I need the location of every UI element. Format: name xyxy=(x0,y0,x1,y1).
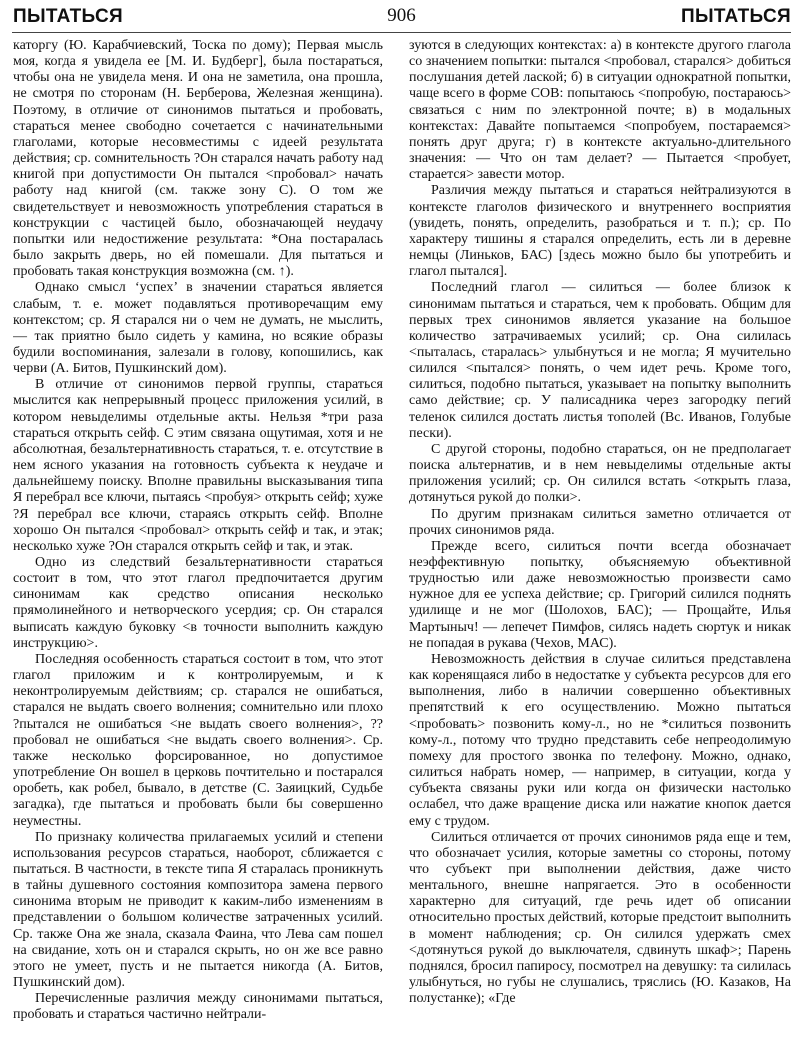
paragraph: Последняя особенность стараться состоит в том, что этот глагол приложим и к контролируемым, и к неконтролируемым действиям; ср. старался не ошибаться, старался не выдать своего волнения; сомнительно или плохо ?пытался не ошибаться <не выдать своего волнения>, ??пробовал не ошибаться <не выдать своего волнения>. Ср. также несколько форсированное, но допустимое употребление Он вошел в церковь почтительно и постарался оробеть, как робел, бывало, в детстве (С. Заяицкий, Судьбе загадка), где пытаться и пробовать были бы совершенно неуместны. xyxy=(13,651,383,829)
paragraph: Последний глагол — силиться — более близок к синонимам пытаться и стараться, чем к пробовать. Общим для первых трех синонимов является указание на большое количество затрачиваемых усилий; ср. Она силилась <пыталась, старалась> улыбнуться и не могла; Я мучительно силился <пытался> понять, о чем идет речь. Кроме того, силиться, подобно пытаться, указывает на попытку выполнить само действие; ср. У палисадника через загородку пегий теленок силился достать листья тополей (Вс. Иванов, Голубые пески). xyxy=(409,280,791,441)
paragraph: Одно из следствий безальтернативности стараться состоит в том, что этот глагол предпочитается другим синонимам как средство описания несколько прямолинейного и нетворческого усердия; ср. Он старался выписать каждую буковку <в точности выполнить каждую инструкцию>. xyxy=(13,555,383,651)
paragraph: Невозможность действия в случае силиться представлена как коренящаяся либо в недостатке у субъекта ресурсов для его выполнения, либо в наличии совершенно объективных препятствий к его осуществлению. Можно пытаться <пробовать> позвонить кому-л., но не *силиться позвонить кому-л., потому что трудно представить себе непреодолимую помеху для простого звонка по телефону. Можно, однако, силиться набрать номер, — например, в ситуации, когда у субъекта связаны руки или когда он физически настолько ослабел, что даже вращение диска или нажатие кнопок дается ему с трудом. xyxy=(409,651,791,829)
running-headword-left: ПЫТАТЬСЯ xyxy=(13,6,124,27)
header-rule xyxy=(12,32,791,33)
paragraph: С другой стороны, подобно стараться, он не предполагает поиска альтернатив, и в нем невыделимы отдельные акты приложения усилий; ср. Он силился встать <открыть глаза, дотянуться рукой до полки>. xyxy=(409,441,791,506)
paragraph: По другим признакам силиться заметно отличается от прочих синонимов ряда. xyxy=(409,506,791,538)
page-header xyxy=(0,0,803,34)
paragraph: Прежде всего, силиться почти всегда обозначает неэффективную попытку, объясняемую объективной трудностью или даже невозможностью произвести само нужное для ее успеха действие; ср. Григорий силился поднять удилище и не мог (Шолохов, БАС); — Прощайте, Илья Мартыныч! — лепечет Пимфов, силясь надеть сюртук и никак не попадая в рукава (Чехов, МАС). xyxy=(409,538,791,651)
paragraph: Однако смысл ‘успех’ в значении стараться является слабым, т. е. может подавляться противоречащим ему контекстом; ср. Я старался ни о чем не думать, не мыслить, — так приятно было сидеть у камина, но всякие образы будили воспоминания, залезали в голову, копошились, как черви (А. Битов, Пушкинский дом). xyxy=(13,280,383,377)
running-headword-right: ПЫТАТЬСЯ xyxy=(680,6,791,27)
paragraph: По признаку количества прилагаемых усилий и степени использования ресурсов стараться, наоборот, сближается с пытаться. В частности, в тексте типа Я старалась проникнуть в тайны душевного состояния композитора замена первого синонима вторым не приводит к каким-либо изменениям в представлении о большом количестве затраченных усилий. Ср. также Она же знала, сказала Фаина, что Лева сам пошел на свидание, хоть он и старался скрыть, но он же все равно этого не умеет, пусть и не пытается никогда (А. Битов, Пушкинский дом). xyxy=(13,829,383,991)
paragraph: Перечисленные различия между синонимами пытаться, пробовать и стараться частично нейтрали- xyxy=(13,991,383,1023)
paragraph: В отличие от синонимов первой группы, стараться мыслится как непрерывный процесс приложения усилий, в котором невыделимы отдельные акты. Нельзя *три раза стараться открыть сейф. С этим связана ощутимая, хотя и не абсолютная, безальтернативность стараться, т. е. отсутствие в нем ясного указания на готовность субъекта к неудаче и дальнейшему поиску. Вполне правильны высказывания типа Я перебрал все ключи, пытаясь <пробуя> открыть сейф; хуже ?Я перебрал все ключи, стараясь открыть сейф. Вполне хорошо Он пытался <пробовал> открыть сейф и так, и этак; несколько хуже ?Он старался открыть сейф и так, и этак. xyxy=(13,377,383,554)
right-column xyxy=(409,38,791,1050)
left-column xyxy=(13,38,383,1050)
page-number: 906 xyxy=(387,5,416,26)
paragraph: зуются в следующих контекстах: а) в контексте другого глагола со значением попытки: пытался <пробовал, старался> добиться послушания детей лаской; б) в ситуации однократной попытки, чаще всего в форме СОВ: попытаюсь <попробую, постараюсь> связаться с ним по электронной почте; в) в модальных контекстах: Давайте попытаемся <попробуем, постараемся> понять друг друга; г) в контексте актуально-длительного значения: — Что он там делает? — Пытается <пробует, старается> завести мотор. xyxy=(409,38,791,183)
paragraph: каторгу (Ю. Карабчиевский, Тоска по дому); Первая мысль моя, когда я увидела ее [М. И. Будберг], была постараться, чтобы она не увидела меня. И она не заметила, она прошла, не смотря по сторонам (Н. Берберова, Железная женщина). Поэтому, в отличие от синонимов пытаться и пробовать, стараться менее свободно сочетается с начинательными глаголами, которые несовместимы с идеей результата действия; ср. сомнительность ?Он старался начать работу над книгой при допустимости Он пытался <пробовал> начать работу над книгой (см. также зону С). О том же свидетельствует и невозможность употребления стараться в конструкции с частицей было, обозначающей неудачу попытки или недостижение результата: *Она постаралась было закрыть дверь, но ей помешали. Для пытаться и пробовать такая конструкция возможна (см. ↑). xyxy=(13,38,383,280)
paragraph: Различия между пытаться и стараться нейтрализуются в контексте глаголов физического и внутреннего восприятия (увидеть, понять, определить, разобраться и т. п.); ср. По характеру тишины я старался определить, есть ли в деревне немцы (Линьков, БАС) [здесь можно было бы употребить и глагол пытался]. xyxy=(409,183,791,280)
paragraph: Силиться отличается от прочих синонимов ряда еще и тем, что обозначает усилия, которые заметны со стороны, потому что субъект при выполнении действия, даже чисто ментального, внешне напрягается. Это в особенности характерно для ситуаций, где речь идет об описании относительно простых действий, которые предстоит выполнить в момент наблюдения; ср. Он силился удержать смех <дотянуться рукой до выключателя, сдвинуть шкаф>; Парень поднялся, бросил папиросу, посмотрел на девушку: та силилась улыбнуться, но губы не слушались, тряслись (Ю. Казаков, На полустанке); «Где xyxy=(409,829,791,1007)
